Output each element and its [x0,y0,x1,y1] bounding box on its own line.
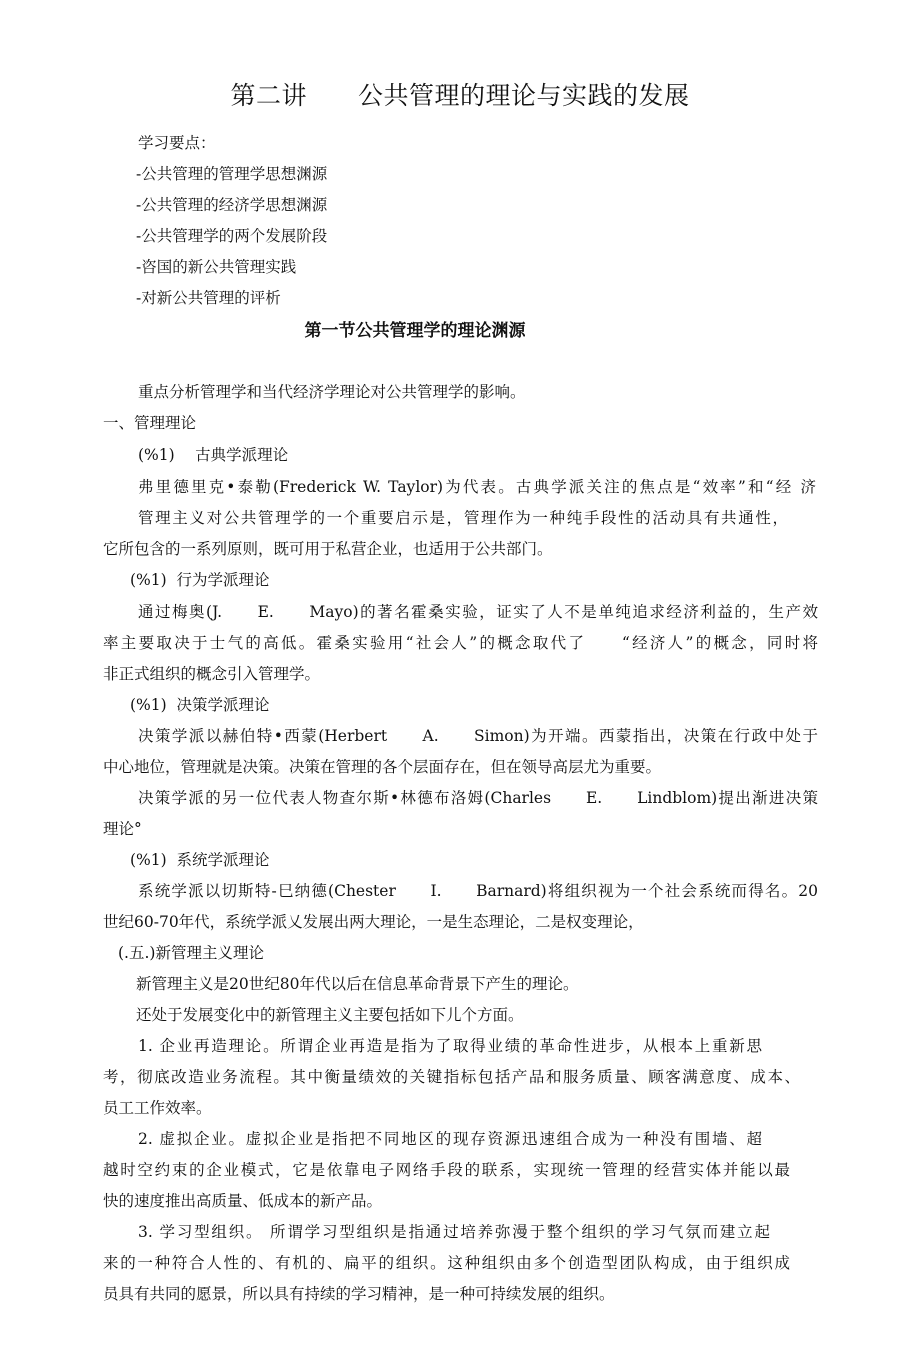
list-item-line: 3. 学习型组织。 所谓学习型组织是指通过培养弥漫于整个组织的学习气氛而建立起 [138,1223,770,1241]
decision-paragraph-line: 决策学派的另一位代表人物查尔斯•林德布洛姆(Charles E. Lindblom)提出渐进决策 [138,789,818,807]
decision-paragraph-line: 理论° [103,820,142,838]
key-point-item: -公共管理的经济学思想渊源 [136,196,328,214]
list-item-line: 快的速度推出高质量、低成本的新产品。 [103,1192,383,1210]
key-point-item: -对新公共管理的评析 [136,289,281,307]
list-item-line: 考，彻底改造业务流程。其中衡量绩效的关键指标包括产品和服务质量、顾客满意度、成本、 [103,1068,800,1086]
list-item-line: 员工工作效率。 [103,1099,212,1117]
systems-paragraph-line: 系统学派以切斯特-巳纳德(Chester I. Barnard)将组织视为一个社会系统而得名。20 [138,882,818,900]
key-point-item: -咨国的新公共管理实践 [136,258,297,276]
new-management-heading: (.五.)新管理主义理论 [118,944,264,962]
list-item-line: 员具有共同的愿景，所以具有持续的学习精神，是一种可持续发展的组织。 [103,1285,615,1303]
behavioral-paragraph-line: 通过梅奥(J. E. Mayo)的著名霍桑实验，证实了人不是单纯追求经济利益的，生产效 [138,603,818,621]
new-management-paragraph-line: 新管理主义是20世纪80年代以后在信息革命背景下产生的理论。 [136,975,579,993]
systems-paragraph-line: 世纪60-70年代，系统学派乂发展出两大理论，一是生态理论，二是权变理论， [103,913,644,931]
key-point-item: -公共管理的管理学思想渊源 [136,165,328,183]
list-item-line: 2. 虚拟企业。虚拟企业是指把不同地区的现存资源迅速组合成为一种没有围墙、超 [138,1130,762,1148]
behavioral-paragraph-line: 率主要取决于士气的高低。霍桑实验用“社会人”的概念取代了 “经济人”的概念，同时将 [103,634,818,652]
key-point-item: -公共管理学的两个发展阶段 [136,227,328,245]
intro-paragraph: 重点分析管理学和当代经济学理论对公共管理学的影响。 [138,383,526,401]
classical-paragraph-line: 它所包含的一系列原则，既可用于私营企业，也适用于公共部门。 [103,540,553,558]
part-heading: 一、管理理论 [103,414,197,432]
list-item-line: 越时空约束的企业模式，它是依靠电子网络手段的联系，实现统一管理的经营实体并能以最 [103,1161,790,1179]
classical-paragraph-line: 管理主义对公共管理学的一个重要启示是，管理作为一种纯手段性的活动具有共通性， [138,509,788,527]
classical-paragraph-line: 弗里德里克•泰勒(Frederick W. Taylor)为代表。古典学派关注的焦点是“效率”和“经 济 [138,478,816,496]
behavioral-heading: (%1) 行为学派理论 [130,571,270,589]
decision-heading: (%1) 决策学派理论 [130,696,270,714]
decision-paragraph-line: 中心地位，管理就是决策。决策在管理的各个层面存在，但在领导高层尤为重要。 [103,758,662,776]
systems-heading: (%1) 系统学派理论 [130,851,270,869]
list-item-line: 1. 企业再造理论。所谓企业再造是指为了取得业绩的革命性进步，从根本上重新思 [138,1037,762,1055]
list-item-line: 来的一种符合人性的、有机的、扁平的组织。这种组织由多个创造型团队构成，由于组织成 [103,1254,790,1272]
decision-paragraph-line: 决策学派以赫伯特•西蒙(Herbert A. Simon)为开端。西蒙指出，决策在行政中处于 [138,727,818,745]
new-management-paragraph-line: 还处于发展变化中的新管理主义主要包括如下儿个方面。 [136,1006,524,1024]
classical-heading: (%1) 古典学派理论 [138,446,289,464]
key-points-heading: 学习要点： [138,134,216,152]
behavioral-paragraph-line: 非正式组织的概念引入管理学。 [103,665,321,683]
page-title: 第二讲 公共管理的理论与实践的发展 [230,81,690,110]
section-title: 第一节公共管理学的理论渊源 [304,321,526,341]
